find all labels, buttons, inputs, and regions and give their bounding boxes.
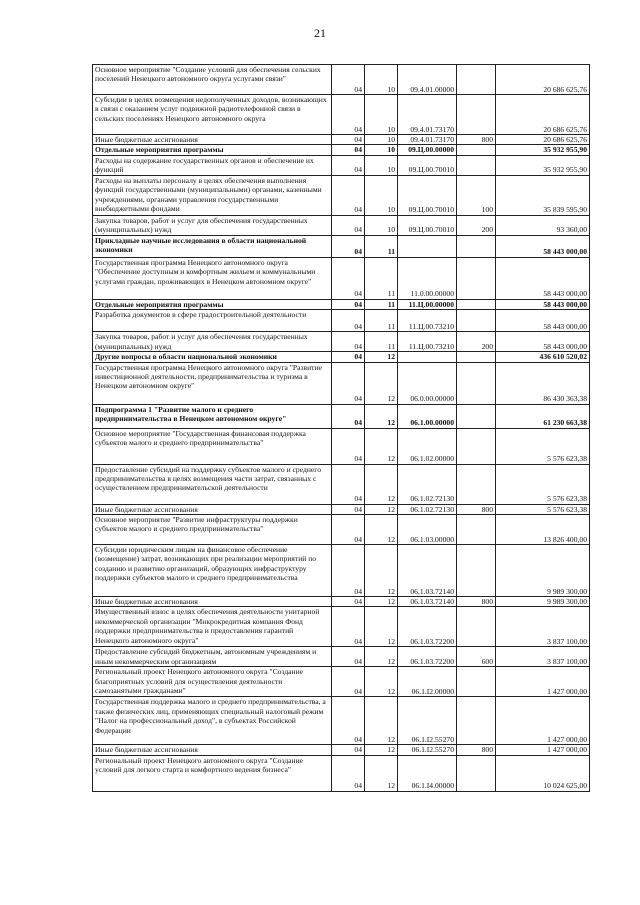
row-section-cell: 04 [332,362,365,404]
row-section-cell: 04 [332,257,365,299]
row-amount-cell: 5 576 623,38 [496,464,590,504]
table-row [93,95,590,135]
row-name-cell: Имущественный взнос в целях обеспечения деятельности унитарной некоммерческой организации "Микрокредитная компания Фонд поддержки предпринимательства и предоставления гарантий Ненецкого автономного округа" [93,607,332,647]
row-subsection-cell: 12 [365,667,398,697]
row-expense-type-cell: 800 [457,135,496,145]
row-amount-cell: 58 443 000,00 [496,235,590,257]
row-expense-type-cell [457,235,496,257]
row-amount-cell: 61 230 663,38 [496,404,590,428]
row-amount-cell: 58 443 000,00 [496,310,590,332]
table-row [93,299,590,309]
row-subsection-cell: 12 [365,607,398,647]
row-section-cell: 04 [332,607,365,647]
row-name-cell: Основное мероприятие "Создание условий для обеспечения сельских поселений Ненецкого автономного округа услугами связи" [93,65,332,95]
row-expense-type-cell [457,310,496,332]
table-row [93,515,590,545]
row-section-cell: 04 [332,145,365,155]
row-target-article-cell: 06.1.03.72140 [398,597,457,607]
row-target-article-cell: 06.1.03.72200 [398,607,457,647]
table-row [93,745,590,755]
row-subsection-cell: 10 [365,135,398,145]
row-section-cell: 04 [332,647,365,667]
row-section-cell: 04 [332,428,365,464]
row-name-cell: Другие вопросы в области национальной экономики [93,352,332,362]
row-subsection-cell: 12 [365,597,398,607]
row-amount-cell: 1 427 000,00 [496,745,590,755]
table-row [93,504,590,514]
row-section-cell: 04 [332,404,365,428]
row-target-article-cell: 09.Ц.00.70010 [398,155,457,175]
row-subsection-cell: 10 [365,145,398,155]
row-section-cell: 04 [332,135,365,145]
row-section-cell: 04 [332,597,365,607]
row-amount-cell: 3 837 100,00 [496,647,590,667]
row-section-cell: 04 [332,504,365,514]
table-row [93,667,590,697]
page-number: 21 [314,26,326,40]
row-amount-cell: 10 024 625,00 [496,755,590,791]
row-target-article-cell: 06.1.02.72130 [398,504,457,514]
row-subsection-cell: 11 [365,299,398,309]
row-section-cell: 04 [332,332,365,352]
row-target-article-cell: 09.Ц.00.70010 [398,215,457,235]
row-expense-type-cell [457,404,496,428]
table-row [93,215,590,235]
table-row [93,647,590,667]
row-subsection-cell: 12 [365,545,398,597]
row-target-article-cell: 06.1.00.00000 [398,404,457,428]
row-subsection-cell: 12 [365,697,398,745]
row-section-cell: 04 [332,545,365,597]
row-subsection-cell: 12 [365,647,398,667]
row-name-cell: Государственная программа Ненецкого автономного округа "Развитие инвестиционной деятельности, предпринимательства и туризма в Ненецком автономном округе" [93,362,332,404]
row-amount-cell: 35 932 955,90 [496,155,590,175]
table-row [93,65,590,95]
row-section-cell: 04 [332,464,365,504]
row-name-cell: Государственная программа Ненецкого автономного округа "Обеспечение доступным и комфортным жильем и коммунальными услугами граждан, проживающих в Ненецком автономном округе" [93,257,332,299]
row-target-article-cell: 06.1.I4.00000 [398,755,457,791]
row-subsection-cell: 10 [365,215,398,235]
row-expense-type-cell: 200 [457,215,496,235]
row-amount-cell: 93 360,00 [496,215,590,235]
row-expense-type-cell: 100 [457,175,496,215]
row-expense-type-cell [457,65,496,95]
row-subsection-cell: 11 [365,332,398,352]
row-subsection-cell: 10 [365,95,398,135]
row-name-cell: Отдельные мероприятия программы [93,299,332,309]
row-name-cell: Иные бюджетные ассигнования [93,597,332,607]
table-row [93,155,590,175]
row-amount-cell: 5 576 623,38 [496,428,590,464]
row-amount-cell: 35 839 595,90 [496,175,590,215]
row-name-cell: Расходы на содержание государственных органов и обеспечение их функций [93,155,332,175]
row-name-cell: Закупка товаров, работ и услуг для обеспечения государственных (муниципальных) нужд [93,215,332,235]
row-subsection-cell: 11 [365,257,398,299]
table-row [93,135,590,145]
row-target-article-cell: 06.1.I2.55270 [398,697,457,745]
row-expense-type-cell [457,362,496,404]
row-expense-type-cell: 600 [457,647,496,667]
row-subsection-cell: 10 [365,155,398,175]
row-section-cell: 04 [332,299,365,309]
table-row [93,310,590,332]
row-name-cell: Отдельные мероприятия программы [93,145,332,155]
table-row [93,404,590,428]
row-amount-cell: 20 686 625,76 [496,95,590,135]
row-expense-type-cell [457,95,496,135]
table-row [93,362,590,404]
budget-table-body [93,65,590,792]
row-amount-cell: 5 576 623,38 [496,504,590,514]
table-row [93,607,590,647]
row-target-article-cell: 09.4.01.00000 [398,65,457,95]
table-row [93,464,590,504]
row-target-article-cell: 09.Ц.00.00000 [398,145,457,155]
row-subsection-cell: 12 [365,504,398,514]
row-amount-cell: 58 443 000,00 [496,299,590,309]
row-name-cell: Государственная поддержка малого и среднего предпринимательства, а также физических лиц, применяющих специальный налоговый режим "Налог на профессиональный доход", в субъектах Российской Федерации [93,697,332,745]
row-section-cell: 04 [332,175,365,215]
row-amount-cell: 436 610 520,02 [496,352,590,362]
row-expense-type-cell [457,515,496,545]
row-expense-type-cell [457,697,496,745]
row-amount-cell: 1 427 000,00 [496,667,590,697]
row-expense-type-cell [457,145,496,155]
row-expense-type-cell [457,464,496,504]
row-target-article-cell [398,235,457,257]
row-target-article-cell: 06.1.I2.00000 [398,667,457,697]
row-target-article-cell: 06.1.03.72200 [398,647,457,667]
row-name-cell: Основное мероприятие "Развитие инфраструктуры поддержки субъектов малого и среднего предпринимательства" [93,515,332,545]
table-row [93,332,590,352]
row-target-article-cell: 06.0.00.00000 [398,362,457,404]
row-subsection-cell: 12 [365,404,398,428]
row-expense-type-cell [457,607,496,647]
row-name-cell: Региональный проект Ненецкого автономного округа "Создание условий для легкого старта и комфортного ведения бизнеса" [93,755,332,791]
row-expense-type-cell: 200 [457,332,496,352]
row-target-article-cell: 11.Ц.00.73210 [398,310,457,332]
row-subsection-cell: 11 [365,235,398,257]
row-name-cell: Предоставление субсидий бюджетным, автономным учреждениям и иным некоммерческим организациям [93,647,332,667]
row-section-cell: 04 [332,155,365,175]
row-target-article-cell: 06.1.03.00000 [398,515,457,545]
row-subsection-cell: 12 [365,362,398,404]
row-section-cell: 04 [332,235,365,257]
table-row [93,145,590,155]
row-expense-type-cell [457,257,496,299]
row-target-article-cell: 11.Ц.00.00000 [398,299,457,309]
row-name-cell: Субсидии в целях возмещения недополученных доходов, возникающих в связи с оказанием услуг подвижной радиотелефонной связи в сельских поселениях Ненецкого автономного округа [93,95,332,135]
row-amount-cell: 13 826 400,00 [496,515,590,545]
row-amount-cell: 1 427 000,00 [496,697,590,745]
row-name-cell: Региональный проект Ненецкого автономного округа "Создание благоприятных условий для осуществления деятельности самозанятыми гражданами" [93,667,332,697]
row-name-cell: Иные бюджетные ассигнования [93,504,332,514]
row-expense-type-cell [457,155,496,175]
row-section-cell: 04 [332,215,365,235]
row-amount-cell: 3 837 100,00 [496,607,590,647]
table-row [93,755,590,791]
table-row [93,352,590,362]
row-amount-cell: 9 989 300,00 [496,545,590,597]
row-expense-type-cell: 800 [457,504,496,514]
row-name-cell: Расходы на выплаты персоналу в целях обеспечения выполнения функций государственными (муниципальными) органами, казенными учреждениями, органами управления государственными внебюджетными фондами [93,175,332,215]
row-target-article-cell: 09.Ц.00.70010 [398,175,457,215]
row-expense-type-cell [457,428,496,464]
row-subsection-cell: 12 [365,515,398,545]
row-target-article-cell: 06.1.I2.55270 [398,745,457,755]
row-amount-cell: 58 443 000,00 [496,332,590,352]
table-row [93,175,590,215]
row-name-cell: Основное мероприятие "Государственная финансовая поддержка субъектов малого и среднего предпринимательства" [93,428,332,464]
row-name-cell: Разработка документов в сфере градостроительной деятельности [93,310,332,332]
row-section-cell: 04 [332,310,365,332]
row-section-cell: 04 [332,697,365,745]
table-row [93,697,590,745]
table-row [93,597,590,607]
row-section-cell: 04 [332,745,365,755]
row-subsection-cell: 12 [365,464,398,504]
row-expense-type-cell [457,667,496,697]
row-name-cell: Подпрограмма 1 "Развитие малого и среднего предпринимательства в Ненецком автономном округе" [93,404,332,428]
row-amount-cell: 58 443 000,00 [496,257,590,299]
row-name-cell: Закупка товаров, работ и услуг для обеспечения государственных (муниципальных) нужд [93,332,332,352]
row-expense-type-cell: 800 [457,597,496,607]
row-target-article-cell: 11.0.00.00000 [398,257,457,299]
row-subsection-cell: 12 [365,428,398,464]
row-target-article-cell: 06.1.02.00000 [398,428,457,464]
row-target-article-cell: 06.1.02.72130 [398,464,457,504]
row-amount-cell: 9 989 300,00 [496,597,590,607]
row-target-article-cell: 06.1.03.72140 [398,545,457,597]
budget-table [92,64,590,792]
row-section-cell: 04 [332,755,365,791]
row-name-cell: Предоставление субсидий на поддержку субъектов малого и среднего предпринимательства в целях возмещения части затрат, связанных с осуществлением предпринимательской деятельности [93,464,332,504]
row-subsection-cell: 12 [365,352,398,362]
row-expense-type-cell: 800 [457,745,496,755]
row-name-cell: Прикладные научные исследования в области национальной экономики [93,235,332,257]
row-subsection-cell: 11 [365,310,398,332]
row-section-cell: 04 [332,667,365,697]
row-expense-type-cell [457,299,496,309]
row-target-article-cell: 11.Ц.00.73210 [398,332,457,352]
row-name-cell: Субсидии юридическим лицам на финансовое обеспечение (возмещение) затрат, возникающих при реализации мероприятий по созданию и развитию организаций, образующих инфраструктуру поддержки субъектов малого и среднего предпринимательства [93,545,332,597]
row-amount-cell: 20 686 625,76 [496,135,590,145]
row-target-article-cell: 09.4.01.73170 [398,135,457,145]
row-subsection-cell: 10 [365,65,398,95]
row-name-cell: Иные бюджетные ассигнования [93,135,332,145]
row-subsection-cell: 10 [365,175,398,215]
row-target-article-cell [398,352,457,362]
row-amount-cell: 86 430 363,38 [496,362,590,404]
row-expense-type-cell [457,352,496,362]
table-row [93,235,590,257]
row-amount-cell: 35 932 955,90 [496,145,590,155]
row-section-cell: 04 [332,95,365,135]
row-subsection-cell: 12 [365,755,398,791]
table-row [93,257,590,299]
row-name-cell: Иные бюджетные ассигнования [93,745,332,755]
row-subsection-cell: 12 [365,745,398,755]
row-expense-type-cell [457,755,496,791]
row-amount-cell: 20 686 625,76 [496,65,590,95]
row-target-article-cell: 09.4.01.73170 [398,95,457,135]
row-section-cell: 04 [332,65,365,95]
table-row [93,545,590,597]
row-section-cell: 04 [332,352,365,362]
table-row [93,428,590,464]
row-section-cell: 04 [332,515,365,545]
row-expense-type-cell [457,545,496,597]
